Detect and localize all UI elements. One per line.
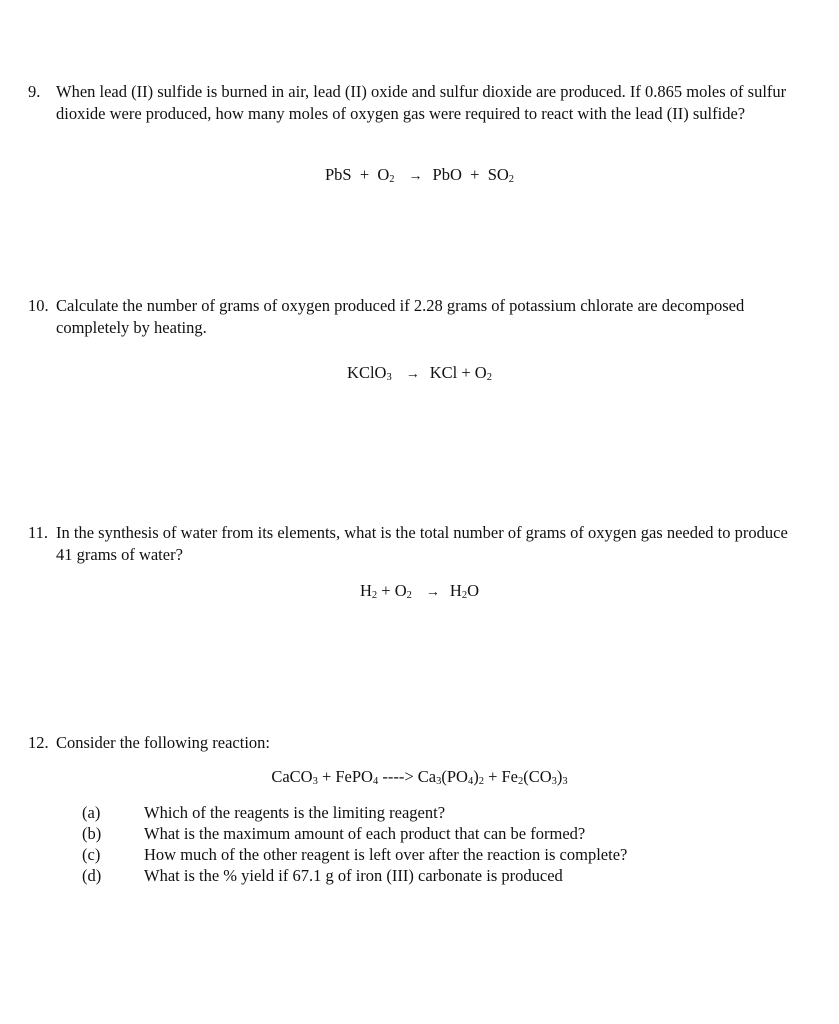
- question-text: Consider the following reaction:: [56, 733, 270, 752]
- equation-12: [0, 766, 839, 788]
- eq-subscript: 2: [486, 372, 492, 383]
- eq-subscript: 2: [461, 590, 468, 601]
- sub-question-letter: (d): [82, 866, 102, 885]
- equation-11: [0, 580, 839, 604]
- question-number: 12.: [28, 733, 49, 752]
- sub-question-letter: (b): [82, 824, 102, 843]
- sub-question-a: [82, 802, 627, 823]
- sub-question-text: What is the maximum amount of each product that can be formed?: [144, 824, 586, 843]
- sub-question-text: How much of the other reagent is left over after the reaction is complete?: [144, 845, 628, 864]
- eq-subscript: 3: [562, 776, 568, 787]
- eq-subscript: 4: [372, 776, 379, 787]
- question-11: [28, 522, 798, 566]
- eq-term: + O: [377, 581, 407, 600]
- question-number: 9.: [28, 82, 41, 101]
- reaction-arrow-icon: →: [425, 585, 440, 600]
- sub-question-d: [82, 865, 627, 886]
- sub-question-letter: (a): [82, 803, 101, 822]
- eq-term: H: [360, 581, 372, 600]
- sub-question-text: What is the % yield if 67.1 g of iron (III) carbonate is produced: [144, 866, 563, 885]
- eq-subscript: 3: [312, 776, 318, 787]
- sub-question-text: Which of the reagents is the limiting reagent?: [144, 803, 446, 822]
- question-number: 11.: [28, 523, 49, 542]
- question-text: In the synthesis of water from its elements, what is the total number of grams of oxygen gas needed to produce 41 grams of water?: [56, 523, 788, 564]
- equation-9: [0, 164, 839, 188]
- eq-plus: +: [359, 165, 370, 184]
- sub-question-letter: (c): [82, 845, 101, 864]
- eq-plus: +: [470, 165, 480, 184]
- eq-term: (PO: [441, 767, 468, 786]
- eq-subscript: 2: [389, 174, 395, 185]
- eq-subscript: 3: [551, 776, 557, 787]
- sub-question-b: [82, 823, 627, 844]
- eq-term: KCl + O: [429, 363, 487, 382]
- question-text: When lead (II) sulfide is burned in air, lead (II) oxide and sulfur dioxide are produced. If 0.865 moles of sulfur dioxide were produced, how many moles of oxygen gas were required to react with the lead (II) sulfide?: [56, 82, 787, 123]
- question-10: [28, 295, 798, 339]
- eq-term: PbO: [432, 165, 462, 184]
- eq-subscript: 3: [436, 776, 442, 787]
- eq-term: PbS: [324, 165, 352, 184]
- eq-term: O: [467, 581, 479, 600]
- eq-subscript: 3: [386, 372, 392, 383]
- question-text: Calculate the number of grams of oxygen produced if 2.28 grams of potassium chlorate are decomposed completely by heating.: [56, 296, 745, 337]
- eq-term: + Fe: [483, 767, 518, 786]
- equation-10: [0, 362, 839, 386]
- eq-term: ): [556, 767, 563, 786]
- eq-term: KClO: [347, 363, 387, 382]
- eq-term: SO: [487, 165, 509, 184]
- sub-question-c: [82, 844, 627, 865]
- eq-term: O: [377, 165, 390, 184]
- eq-subscript: 2: [371, 590, 378, 601]
- reaction-arrow-icon: →: [408, 169, 423, 184]
- eq-term: ----> Ca: [378, 767, 437, 786]
- eq-subscript: 2: [478, 776, 484, 787]
- eq-term: (CO: [523, 767, 552, 786]
- question-9: [28, 81, 798, 125]
- eq-subscript: 2: [518, 776, 524, 787]
- reaction-arrow-icon: →: [405, 367, 420, 382]
- eq-subscript: 4: [467, 776, 474, 787]
- eq-term: H: [449, 581, 462, 600]
- question-12: [28, 732, 798, 754]
- eq-term: + FePO: [317, 767, 373, 786]
- question-12-parts: [82, 802, 627, 886]
- eq-term: CaCO: [271, 767, 313, 786]
- eq-subscript: 2: [406, 590, 412, 601]
- question-number: 10.: [28, 296, 49, 315]
- eq-subscript: 2: [508, 174, 515, 185]
- eq-term: ): [473, 767, 479, 786]
